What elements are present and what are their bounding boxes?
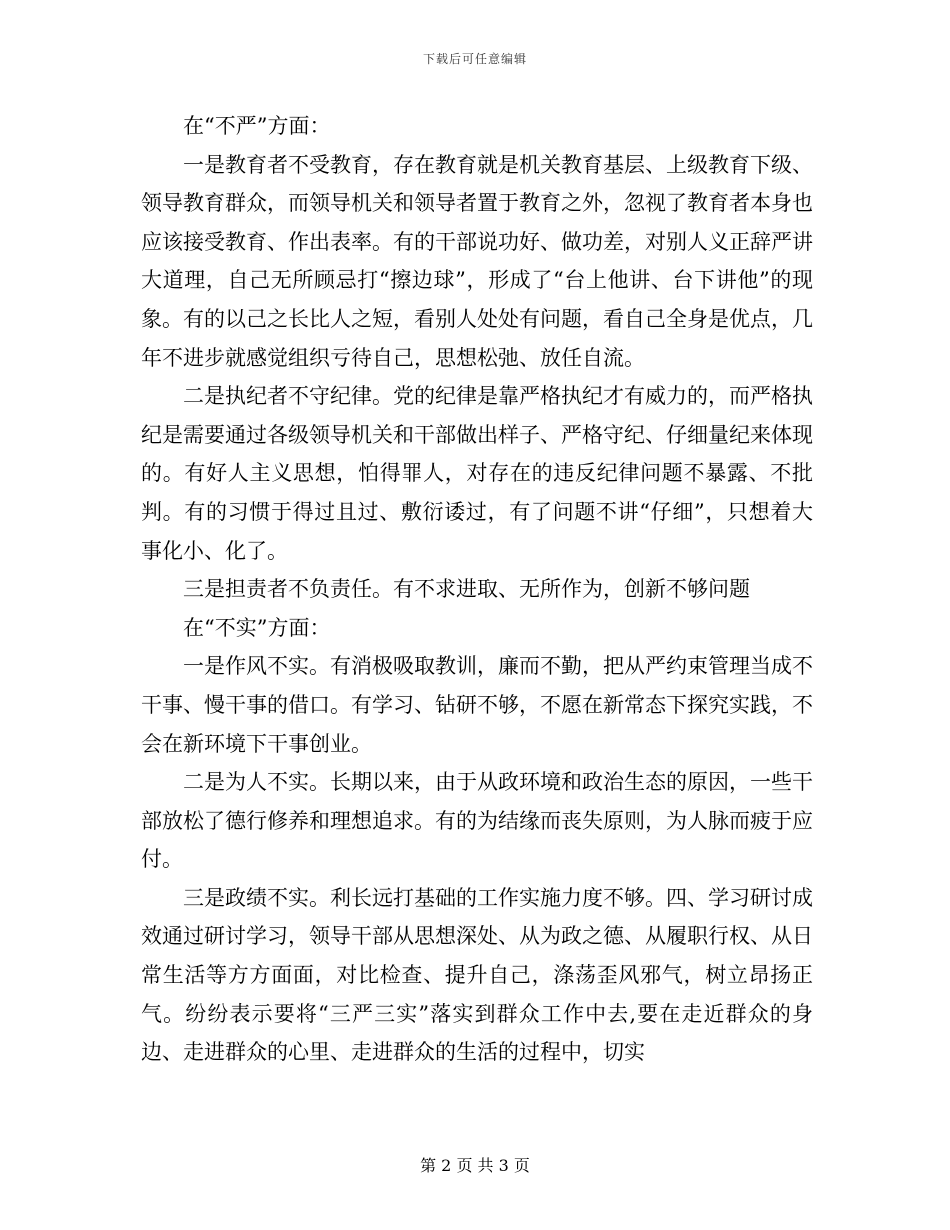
paragraph-bu-yan-heading: 在“不严”方面： (183, 114, 331, 138)
paragraph-achievements: 三是政绩不实。利长远打基础的工作实施力度不够。四、学习研讨成效通过研讨学习，领导干部从思想深处、从为政之德、从履职行权、从日常生活等方方面面，对比检查、提升自己，涤荡歪风邪气，树立昂扬正气。纷纷表示要将“三严三实”落实到群众工作中去,要在走近群众的身边、走进群众的心里、走进群众的生活的过程中，切实 (141, 885, 813, 1065)
paragraph-discipline: 二是执纪者不守纪律。党的纪律是靠严格执纪才有威力的，而严格执纪是需要通过各级领导机关和干部做出样子、严格守纪、仔细量纪来体现的。有好人主义思想，怕得罪人，对存在的违反纪律问题不暴露、不批判。有的习惯于得过且过、敷衍诿过，有了问题不讲“仔细”，只想着大事化小、化了。 (141, 384, 813, 563)
paragraph-educator: 一是教育者不受教育，存在教育就是机关教育基层、上级教育下级、领导教育群众，而领导机关和领导者置于教育之外，忽视了教育者本身也应该接受教育、作出表率。有的干部说功好、做功差，对别人义正辞严讲大道理，自己无所顾忌打“擦边球”，形成了“台上他讲、台下讲他”的现象。有的以己之长比人之短，看别人处处有问题，看自己全身是优点，几年不进步就感觉组织亏待自己，思想松弛、放任自流。 (141, 152, 813, 370)
paragraph-conduct: 二是为人不实。长期以来，由于从政环境和政治生态的原因，一些干部放松了德行修养和理想追求。有的为结缘而丧失原则，为人脉而疲于应付。 (141, 770, 813, 872)
paragraph-style: 一是作风不实。有消极吸取教训，廉而不勤，把从严约束管理当成不干事、慢干事的借口。有学习、钻研不够，不愿在新常态下探究实践，不会在新环境下干事创业。 (141, 654, 813, 756)
page-footer: 第 2 页 共 3 页 (420, 1156, 530, 1175)
document-body (141, 107, 813, 1072)
paragraph-bu-shi-heading: 在“不实”方面： (183, 615, 331, 640)
paragraph-responsibility: 三是担责者不负责任。有不求进取、无所作为，创新不够问题 (183, 577, 750, 602)
page-header: 下载后可任意编辑 (422, 52, 527, 66)
